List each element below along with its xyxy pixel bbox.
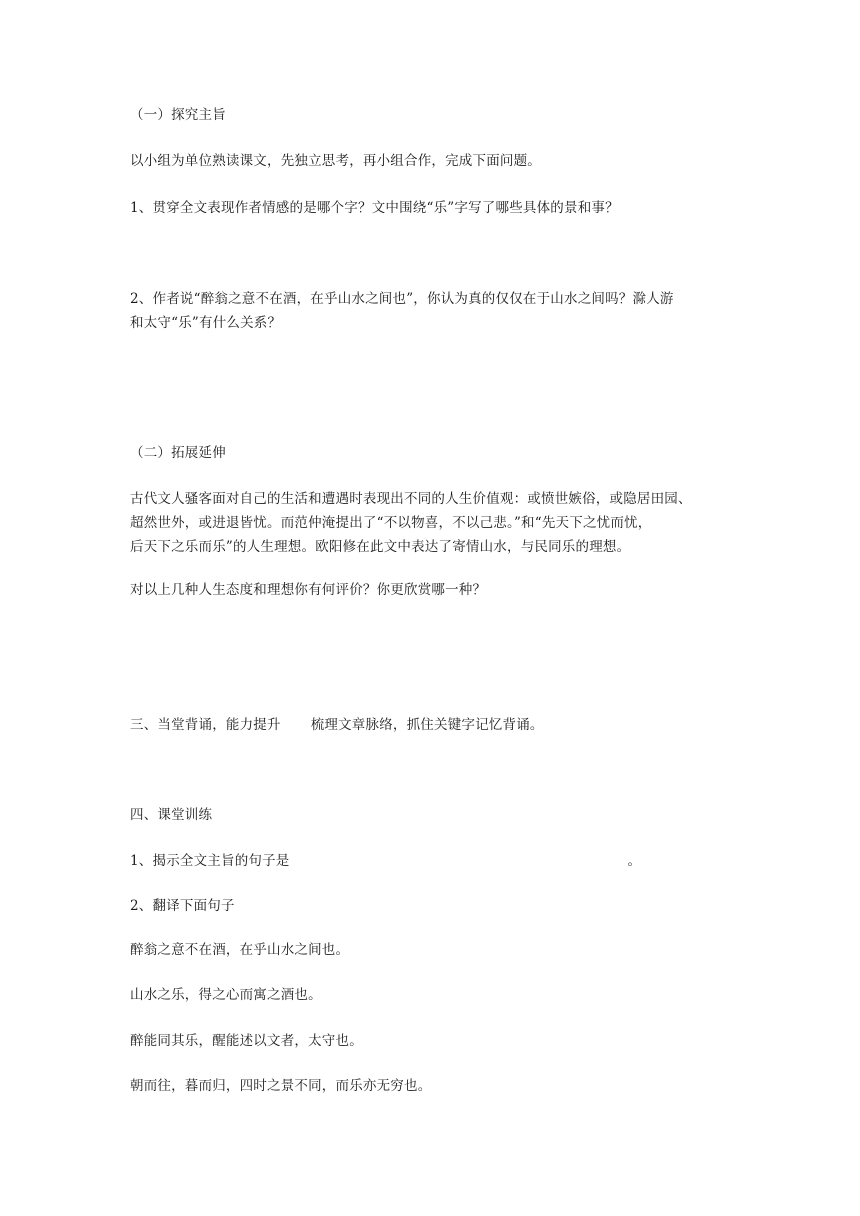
extension-question: 对以上几种人生态度和理想你有何评价？你更欣赏哪一种？ — [130, 582, 487, 598]
section-heading-explore-theme: （一）探究主旨 — [130, 107, 226, 123]
section-3-row — [130, 714, 544, 736]
question-2-line-1: 2、作者说“醉翁之意不在酒，在乎山水之间也”，你认为真的仅仅在于山水之间吗？滁人游 — [130, 291, 674, 307]
translation-sentence: 醉能同其乐，醒能述以文者，太守也。 — [130, 1033, 363, 1049]
section-instruction: 以小组为单位熟读课文，先独立思考，再小组合作，完成下面问题。 — [130, 153, 541, 169]
extension-paragraph-line-2: 超然世外，或进退皆忧。而范仲淹提出了“不以物喜，不以己悲。”和“先天下之忧而忧， — [130, 515, 652, 531]
recitation-task: 梳理文章脉络，抓住关键字记忆背诵。 — [310, 717, 544, 733]
question-1: 1、贯穿全文表现作者情感的是哪个字？文中围绕“乐”字写了哪些具体的景和事？ — [130, 200, 619, 216]
translation-sentence: 朝而往，暮而归，四时之景不同，而乐亦无穷也。 — [130, 1078, 432, 1094]
section-heading-practice: 四、课堂训练 — [130, 807, 213, 823]
section-heading-recitation: 三、当堂背诵，能力提升 — [130, 717, 281, 733]
question-2-line-2: 和太守“乐”有什么关系？ — [130, 315, 282, 331]
extension-paragraph-line-1: 古代文人骚客面对自己的生活和遭遇时表现出不同的人生价值观：或愤世嫉俗，或隐居田园、 — [130, 491, 692, 507]
practice-question-1-end: 。 — [627, 853, 642, 869]
practice-question-2: 2、翻译下面句子 — [130, 898, 235, 914]
translation-sentence: 醉翁之意不在酒，在乎山水之间也。 — [130, 942, 350, 958]
extension-paragraph-line-3: 后天下之乐而乐”的人生理想。欧阳修在此文中表达了寄情山水，与民同乐的理想。 — [130, 539, 631, 555]
practice-question-1-label: 1、揭示全文主旨的句子是 — [130, 853, 290, 869]
practice-question-1 — [130, 850, 641, 872]
translation-sentence: 山水之乐，得之心而寓之酒也。 — [130, 987, 322, 1003]
section-heading-extension: （二）拓展延伸 — [130, 445, 226, 461]
